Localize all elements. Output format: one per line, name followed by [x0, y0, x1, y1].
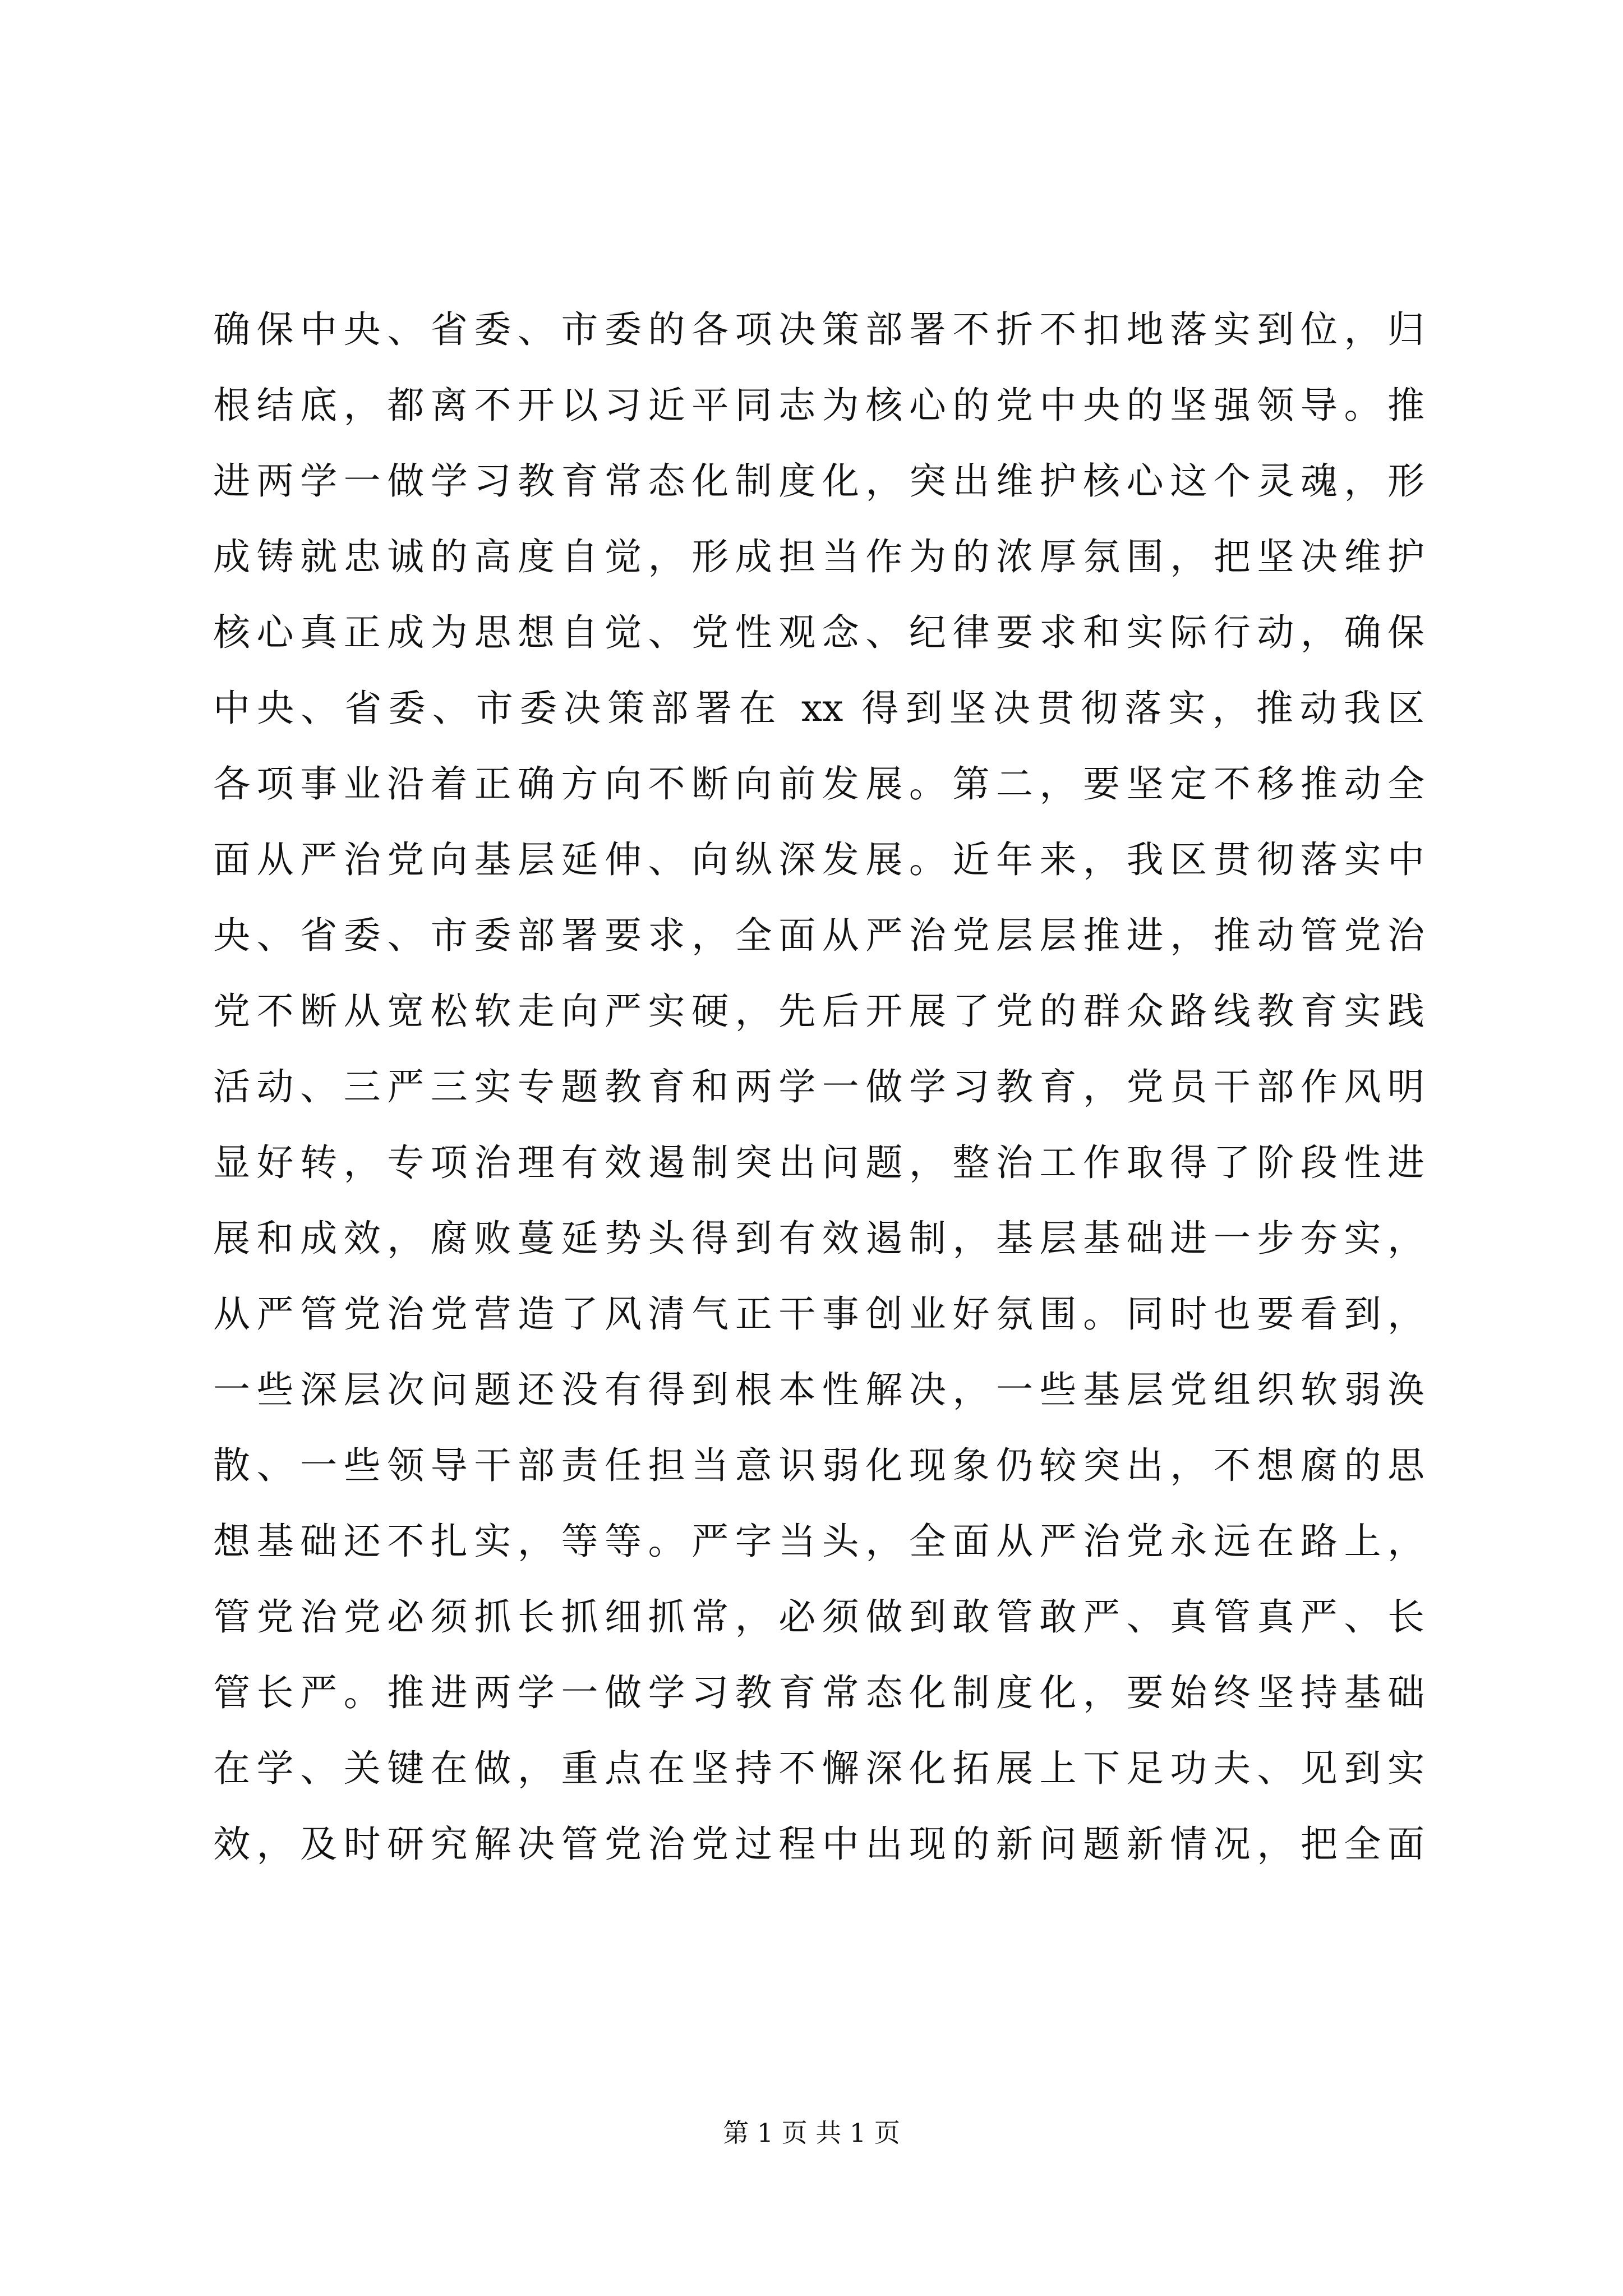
text-line: 确保中央、省委、市委的各项决策部署不折不扣地落实到位，归 — [213, 308, 1424, 351]
text-line: 进两学一做学习教育常态化制度化，突出维护核心这个灵魂，形 — [213, 459, 1424, 503]
page-footer: 第 1 页 共 1 页 — [723, 2118, 900, 2148]
text-line: 效，及时研究解决管党治党过程中出现的新问题新情况，把全面 — [213, 1823, 1424, 1866]
text-line: 管长严。推进两学一做学习教育常态化制度化，要始终坚持基础 — [213, 1671, 1424, 1714]
body-text — [213, 292, 1424, 1882]
text-line: 管党治党必须抓长抓细抓常，必须做到敢管敢严、真管真严、长 — [213, 1595, 1424, 1639]
text-line: 从严管党治党营造了风清气正干事创业好氛围。同时也要看到， — [213, 1292, 1424, 1336]
text-line: 显好转，专项治理有效遏制突出问题，整治工作取得了阶段性进 — [213, 1141, 1424, 1184]
text-line: 核心真正成为思想自觉、党性观念、纪律要求和实际行动，确保 — [213, 611, 1424, 654]
text-line: 展和成效，腐败蔓延势头得到有效遏制，基层基础进一步夯实， — [213, 1217, 1424, 1260]
text-line: 各项事业沿着正确方向不断向前发展。第二，要坚定不移推动全 — [213, 762, 1424, 806]
text-line: 根结底，都离不开以习近平同志为核心的党中央的坚强领导。推 — [213, 384, 1424, 427]
text-line: 一些深层次问题还没有得到根本性解决，一些基层党组织软弱涣 — [213, 1368, 1424, 1411]
text-line: 活动、三严三实专题教育和两学一做学习教育，党员干部作风明 — [213, 1065, 1424, 1108]
text-line: 在学、关键在做，重点在坚持不懈深化拓展上下足功夫、见到实 — [213, 1747, 1424, 1790]
text-line: 散、一些领导干部责任担当意识弱化现象仍较突出，不想腐的思 — [213, 1444, 1424, 1487]
text-line: 成铸就忠诚的高度自觉，形成担当作为的浓厚氛围，把坚决维护 — [213, 535, 1424, 578]
text-line: 面从严治党向基层延伸、向纵深发展。近年来，我区贯彻落实中 — [213, 838, 1424, 881]
text-line: 央、省委、市委部署要求，全面从严治党层层推进，推动管党治 — [213, 914, 1424, 957]
text-line: 想基础还不扎实，等等。严字当头，全面从严治党永远在路上， — [213, 1520, 1424, 1563]
text-line: 中央、省委、市委决策部署在 xx 得到坚决贯彻落实，推动我区 — [213, 687, 1424, 730]
text-line: 党不断从宽松软走向严实硬，先后开展了党的群众路线教育实践 — [213, 990, 1424, 1033]
